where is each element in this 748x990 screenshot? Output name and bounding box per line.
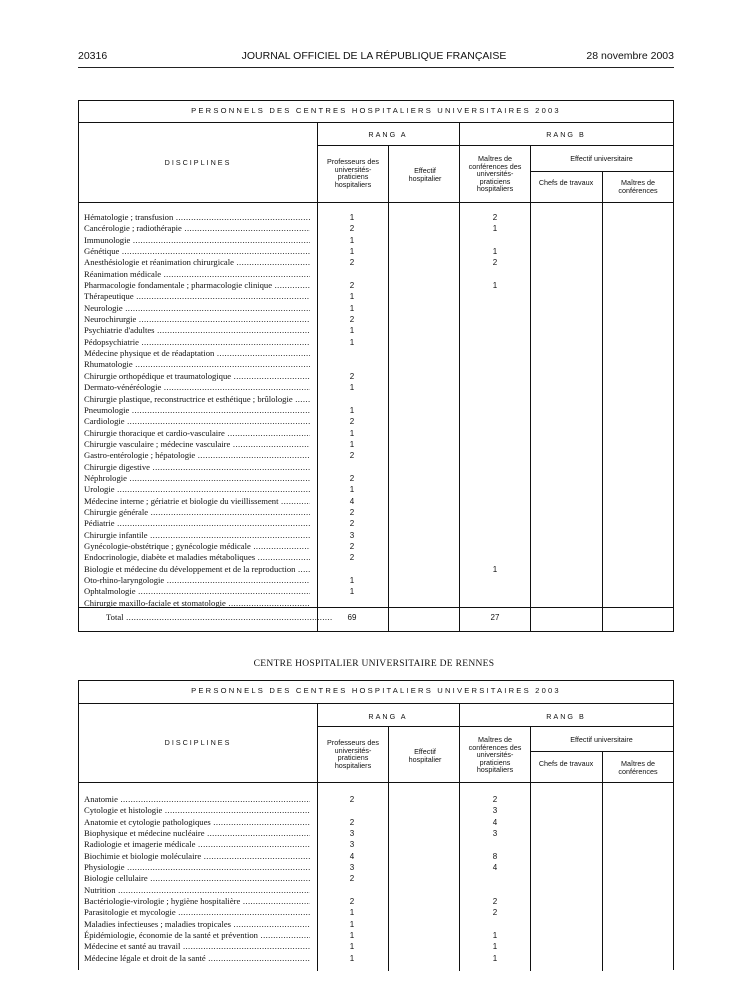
professeurs-value: 2	[349, 874, 355, 884]
professeurs-value: 1	[349, 326, 355, 336]
table-row	[79, 212, 673, 223]
effectif-hospitalier-header: Effectif hospitalier	[408, 166, 442, 183]
discipline-name: Chirurgie générale .....	[84, 507, 310, 518]
professeurs-value: 4	[349, 496, 355, 506]
discipline-name: Réanimation médicale .....	[84, 269, 310, 280]
discipline-name: Pneumologie .....	[84, 405, 310, 416]
table-row	[79, 371, 673, 382]
table-row	[79, 862, 673, 873]
discipline-name: Parasitologie et mycologie .....	[84, 907, 310, 918]
table-row	[79, 530, 673, 541]
discipline-name: Maladies infectieuses ; maladies tropicales .....	[84, 919, 310, 930]
discipline-name: Thérapeutique .....	[84, 291, 310, 302]
discipline-name: Neurochirurgie .....	[84, 314, 310, 325]
table-personnels-2	[78, 680, 674, 970]
discipline-name: Ophtalmologie .....	[84, 586, 310, 597]
table-row	[79, 223, 673, 234]
table-row	[79, 828, 673, 839]
maitres-conf-value: 1	[492, 281, 498, 291]
discipline-name: Gynécologie-obstétrique ; gynécologie médicale .....	[84, 541, 310, 552]
header-rule	[78, 67, 674, 68]
rang-b-header: RANG B	[546, 712, 586, 721]
maitres-conf-pu-ph-header: Maîtres de conférences des universités-praticiens hospitaliers	[468, 154, 522, 194]
professeurs-value: 1	[349, 303, 355, 313]
table-row	[79, 575, 673, 586]
table-row	[79, 586, 673, 597]
table-row	[79, 257, 673, 268]
maitres-conf-value: 3	[492, 829, 498, 839]
effectif-hospitalier-header: Effectif hospitalier	[408, 747, 442, 764]
discipline-name: Biophysique et médecine nucléaire .....	[84, 828, 310, 839]
discipline-name: Médecine et santé au travail .....	[84, 941, 310, 952]
maitres-conf-value: 2	[492, 897, 498, 907]
table-row	[79, 907, 673, 918]
discipline-name: Biologie et médecine du développement et de la reproduction .....	[84, 564, 310, 575]
table-row	[79, 439, 673, 450]
professeurs-value: 2	[349, 795, 355, 804]
professeurs-value: 1	[349, 383, 355, 393]
table-row	[79, 303, 673, 314]
maitres-conf-value: 1	[492, 931, 498, 941]
professeurs-value: 2	[349, 553, 355, 563]
table-row	[79, 552, 673, 563]
effectif-universitaire-header: Effectif universitaire	[570, 735, 633, 744]
discipline-name: Chirurgie digestive .....	[84, 462, 310, 473]
discipline-name: Immunologie .....	[84, 235, 310, 246]
chefs-travaux-header: Chefs de travaux	[538, 759, 594, 768]
discipline-name: Médecine légale et droit de la santé .....	[84, 953, 310, 964]
professeurs-value: 3	[349, 530, 355, 540]
professeurs-value: 1	[349, 908, 355, 918]
discipline-name: Urologie .....	[84, 484, 310, 495]
table-row	[79, 930, 673, 941]
professeurs-value: 2	[349, 817, 355, 827]
maitres-conf-value: 1	[492, 953, 498, 963]
table-row	[79, 394, 673, 405]
professeurs-value: 3	[349, 829, 355, 839]
discipline-name: Rhumatologie .....	[84, 359, 310, 370]
publication-date: 28 novembre 2003	[586, 50, 674, 62]
total-row	[79, 612, 673, 623]
table-row	[79, 839, 673, 850]
discipline-name: Cardiologie .....	[84, 416, 310, 427]
table-row	[79, 896, 673, 907]
table-row	[79, 817, 673, 828]
table-row	[79, 359, 673, 370]
professeurs-value: 3	[349, 840, 355, 850]
journal-title: JOURNAL OFFICIEL DE LA RÉPUBLIQUE FRANÇAISE	[241, 50, 507, 62]
maitres-conferences-header: Maîtres de conférences	[618, 759, 658, 776]
table-personnels-1	[78, 100, 674, 632]
discipline-name: Médecine interne ; gériatrie et biologie du vieillissement .....	[84, 496, 310, 507]
discipline-name: Néphrologie .....	[84, 473, 310, 484]
discipline-name: Oto-rhino-laryngologie .....	[84, 575, 310, 586]
professeurs-header: Professeurs des universités-praticiens hospitaliers	[327, 738, 379, 770]
discipline-name: Hématologie ; transfusion .....	[84, 212, 310, 223]
table-caption: PERSONNELS DES CENTRES HOSPITALIERS UNIVERSITAIRES 2003	[191, 686, 561, 695]
disciplines-header: DISCIPLINES	[164, 158, 232, 167]
table-row	[79, 462, 673, 473]
professeurs-value: 2	[349, 315, 355, 325]
rang-a-header: RANG A	[368, 130, 408, 139]
table-row	[79, 280, 673, 291]
maitres-conf-value: 4	[492, 863, 498, 873]
table-row	[79, 885, 673, 896]
discipline-name: Pédiatrie .....	[84, 518, 310, 529]
professeurs-value: 1	[349, 576, 355, 585]
discipline-name: Psychiatrie d'adultes .....	[84, 325, 310, 336]
discipline-name: Chirurgie infantile .....	[84, 530, 310, 541]
professeurs-value: 1	[349, 485, 355, 495]
professeurs-value: 1	[349, 337, 355, 347]
discipline-name: Chirurgie maxillo-faciale et stomatologie .....	[84, 598, 310, 609]
total-maitres-conf: 27	[490, 613, 500, 622]
table-row	[79, 246, 673, 257]
professeurs-value: 1	[349, 919, 355, 929]
discipline-name: Neurologie .....	[84, 303, 310, 314]
table-row	[79, 428, 673, 439]
professeurs-value: 2	[349, 541, 355, 551]
table-row	[79, 382, 673, 393]
discipline-name: Chirurgie thoracique et cardio-vasculaire .....	[84, 428, 310, 439]
table-row	[79, 873, 673, 884]
discipline-name: Physiologie .....	[84, 862, 310, 873]
discipline-name: Gastro-entérologie ; hépatologie .....	[84, 450, 310, 461]
discipline-name: Cancérologie ; radiothérapie .....	[84, 223, 310, 234]
total-professeurs: 69	[347, 613, 357, 622]
table-row	[79, 348, 673, 359]
table-row	[79, 473, 673, 484]
maitres-conf-value: 1	[492, 224, 498, 234]
table-row	[79, 507, 673, 518]
effectif-universitaire-header: Effectif universitaire	[570, 154, 633, 163]
professeurs-value: 4	[349, 851, 355, 861]
professeurs-value: 2	[349, 281, 355, 291]
maitres-conf-value: 1	[492, 247, 498, 257]
discipline-name: Anatomie .....	[84, 794, 310, 805]
table-row	[79, 325, 673, 336]
table-row	[79, 564, 673, 575]
maitres-conf-value: 2	[492, 213, 498, 222]
table-row	[79, 541, 673, 552]
discipline-name: Cytologie et histologie .....	[84, 805, 310, 816]
discipline-name: Dermato-vénéréologie .....	[84, 382, 310, 393]
professeurs-value: 1	[349, 235, 355, 245]
professeurs-value: 2	[349, 507, 355, 517]
professeurs-value: 2	[349, 258, 355, 268]
table-row	[79, 953, 673, 964]
professeurs-value: 1	[349, 292, 355, 302]
maitres-conf-pu-ph-header: Maîtres de conférences des universités-praticiens hospitaliers	[468, 735, 522, 775]
table-row	[79, 405, 673, 416]
discipline-name: Médecine physique et de réadaptation .....	[84, 348, 310, 359]
maitres-conf-value: 3	[492, 806, 498, 816]
table-row	[79, 269, 673, 280]
table-row	[79, 337, 673, 348]
discipline-name: Anatomie et cytologie pathologiques .....	[84, 817, 310, 828]
maitres-conf-value: 2	[492, 258, 498, 268]
maitres-conf-value: 1	[492, 564, 498, 574]
disciplines-header: DISCIPLINES	[164, 738, 232, 747]
professeurs-value: 1	[349, 953, 355, 963]
professeurs-header: Professeurs des universités-praticiens hospitaliers	[327, 157, 379, 189]
maitres-conf-value: 2	[492, 795, 498, 804]
table-row	[79, 291, 673, 302]
table-row	[79, 484, 673, 495]
table-row	[79, 496, 673, 507]
table-row	[79, 805, 673, 816]
professeurs-value: 1	[349, 439, 355, 449]
rang-a-header: RANG A	[368, 712, 408, 721]
discipline-name: Bactériologie-virologie ; hygiène hospitalière .....	[84, 896, 310, 907]
professeurs-value: 2	[349, 224, 355, 234]
table-row	[79, 598, 673, 609]
table-caption: PERSONNELS DES CENTRES HOSPITALIERS UNIVERSITAIRES 2003	[191, 106, 561, 115]
discipline-name: Pharmacologie fondamentale ; pharmacologie clinique .....	[84, 280, 310, 291]
professeurs-value: 2	[349, 897, 355, 907]
maitres-conf-value: 8	[492, 851, 498, 861]
table-row	[79, 941, 673, 952]
professeurs-value: 1	[349, 247, 355, 257]
chefs-travaux-header: Chefs de travaux	[538, 178, 594, 187]
professeurs-value: 2	[349, 519, 355, 529]
total-label: Total .....	[106, 612, 332, 623]
maitres-conf-value: 2	[492, 908, 498, 918]
professeurs-value: 1	[349, 428, 355, 438]
table-row	[79, 235, 673, 246]
discipline-name: Chirurgie vasculaire ; médecine vasculaire .....	[84, 439, 310, 450]
page-number: 20316	[78, 50, 108, 62]
maitres-conf-value: 4	[492, 817, 498, 827]
professeurs-value: 2	[349, 417, 355, 427]
table-row	[79, 314, 673, 325]
discipline-name: Nutrition .....	[84, 885, 310, 896]
table-row	[79, 851, 673, 862]
discipline-name: Anesthésiologie et réanimation chirurgicale .....	[84, 257, 310, 268]
discipline-name: Chirurgie orthopédique et traumatologique .....	[84, 371, 310, 382]
discipline-name: Génétique .....	[84, 246, 310, 257]
discipline-name: Épidémiologie, économie de la santé et prévention .....	[84, 930, 310, 941]
discipline-name: Pédopsychiatrie .....	[84, 337, 310, 348]
maitres-conferences-header: Maîtres de conférences	[618, 178, 658, 195]
discipline-name: Biologie cellulaire .....	[84, 873, 310, 884]
professeurs-value: 1	[349, 587, 355, 597]
maitres-conf-value: 1	[492, 942, 498, 952]
professeurs-value: 2	[349, 451, 355, 461]
professeurs-value: 1	[349, 942, 355, 952]
table-row	[79, 450, 673, 461]
discipline-name: Chirurgie plastique, reconstructrice et esthétique ; brûlologie .....	[84, 394, 310, 405]
professeurs-value: 1	[349, 931, 355, 941]
discipline-name: Biochimie et biologie moléculaire .....	[84, 851, 310, 862]
professeurs-value: 2	[349, 371, 355, 381]
rang-b-header: RANG B	[546, 130, 586, 139]
professeurs-value: 3	[349, 863, 355, 873]
table-row	[79, 518, 673, 529]
table-row	[79, 919, 673, 930]
discipline-name: Radiologie et imagerie médicale .....	[84, 839, 310, 850]
professeurs-value: 1	[349, 405, 355, 415]
discipline-name: Endocrinologie, diabète et maladies métaboliques .....	[84, 552, 310, 563]
section-subtitle: CENTRE HOSPITALIER UNIVERSITAIRE DE RENNES	[253, 659, 495, 669]
table-row	[79, 794, 673, 805]
table-row	[79, 416, 673, 427]
professeurs-value: 1	[349, 213, 355, 222]
professeurs-value: 2	[349, 473, 355, 483]
